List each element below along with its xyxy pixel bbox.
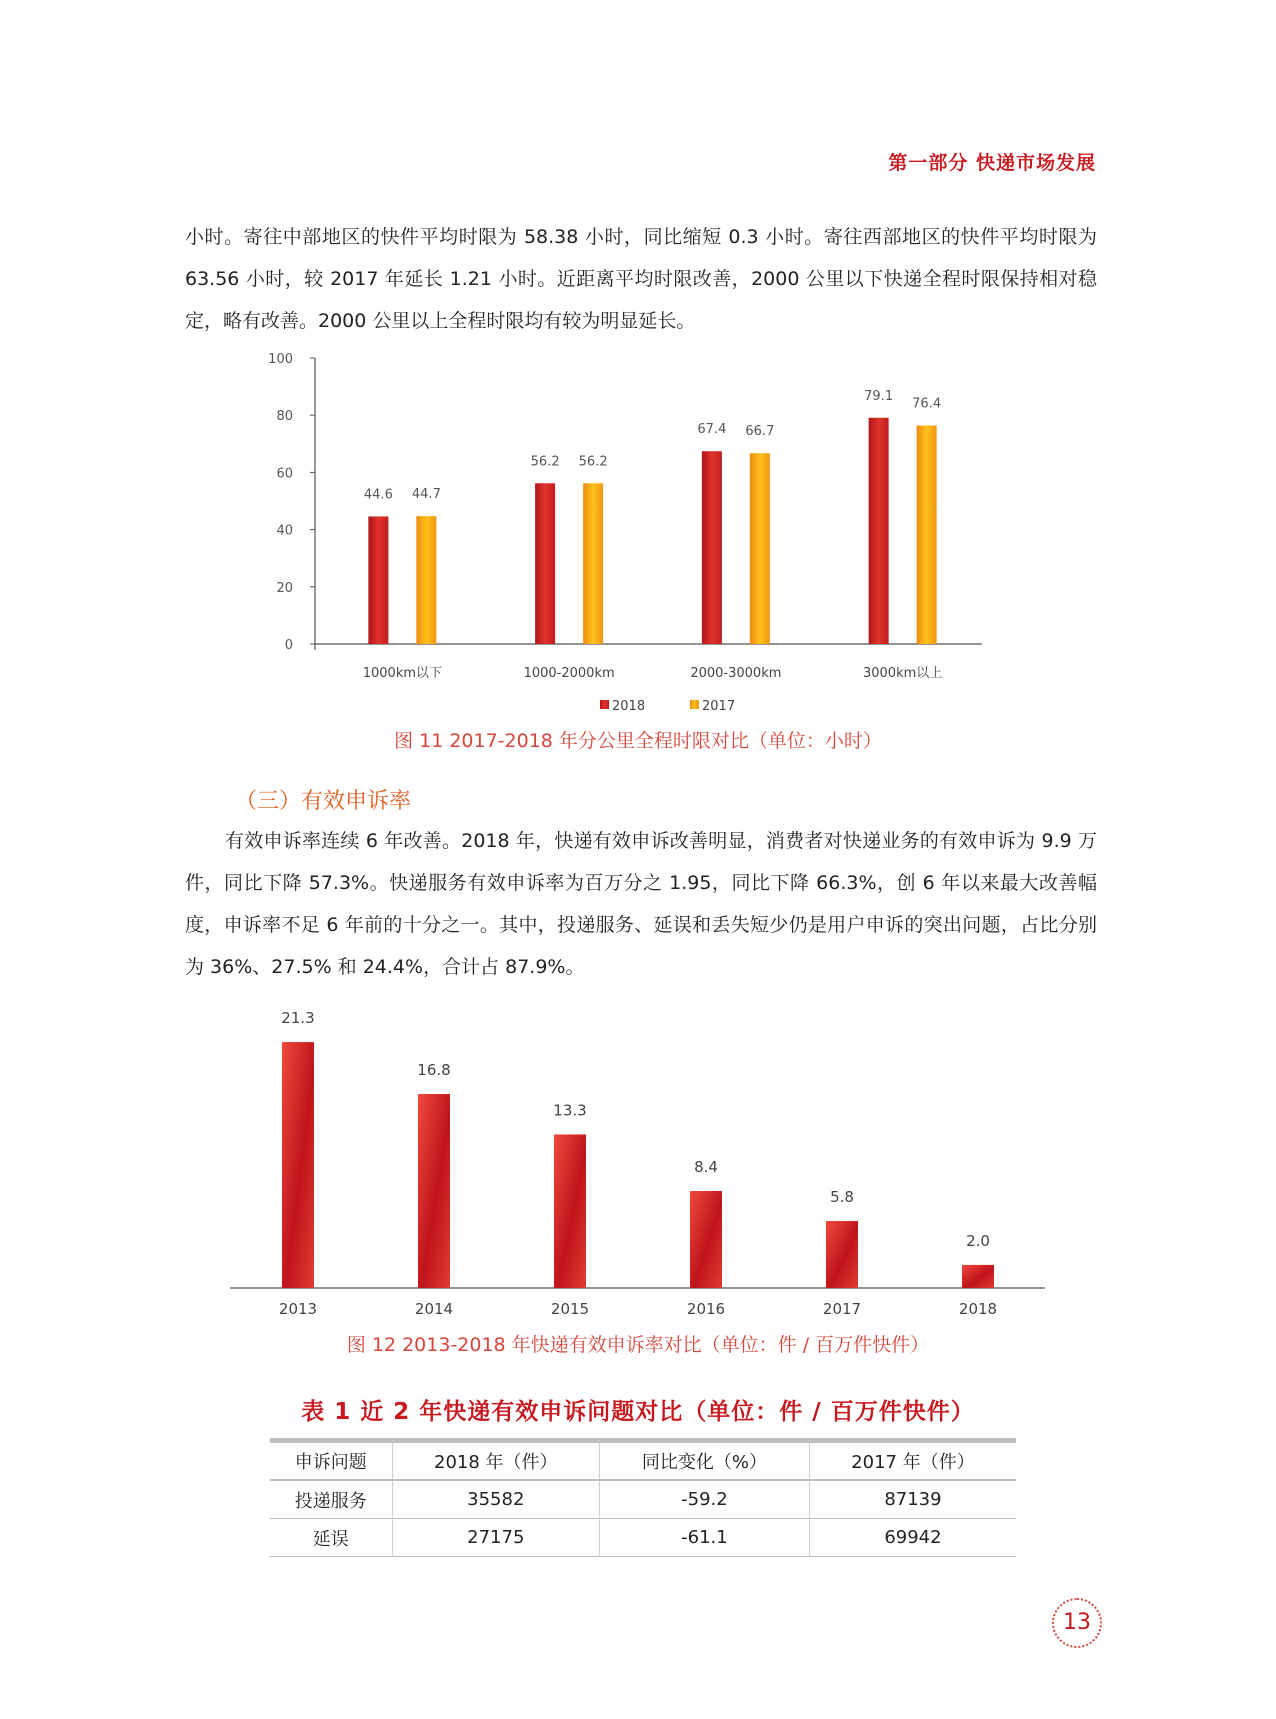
bar-value-label: 2.0 (966, 1231, 990, 1250)
column-header: 2018 年（件） (392, 1441, 599, 1481)
table-cell: 延误 (270, 1519, 392, 1557)
table-header-row (270, 1441, 1016, 1481)
legend-label: 2017 (702, 699, 736, 714)
table-cell: 27175 (392, 1519, 599, 1557)
bar-2018-0 (368, 516, 388, 644)
x-tick-label: 2017 (822, 1300, 862, 1318)
y-tick-label: 80 (276, 409, 293, 425)
table-cell: 69942 (884, 1527, 942, 1548)
bar-value-label: 16.8 (417, 1061, 451, 1080)
chart2-bars (281, 1009, 994, 1288)
bar-value-label: 67.4 (697, 422, 727, 438)
bar-2017-2 (750, 453, 770, 644)
bar-value-label: 13.3 (553, 1101, 587, 1120)
bar-value-label: 76.4 (912, 396, 942, 412)
bar-value-label: 21.3 (281, 1009, 315, 1028)
bar-2017-1 (583, 483, 603, 644)
y-tick-label: 0 (284, 638, 293, 653)
table-cell: 35582 (392, 1480, 599, 1519)
column-header: 2017 年（件） (851, 1452, 975, 1473)
x-tick-label: 2015 (550, 1300, 590, 1318)
paragraph-2: 有效申诉率连续 6 年改善。2018 年，快递有效申诉改善明显，消费者对快递业务的有效申诉为 9.9 万件，同比下降 57.3%。快递服务有效申诉率为百万分之 1.95，同比下降 66.3%，创 6 年以来最大改善幅度，申诉率不足 6 年前的十分之一。其中，投递服务、延误和丢失短少仍是用户申诉的突出问题，占比分别为 36%、27.5% 和 24.4%，合计占 87.9%。 (185, 830, 1097, 978)
bar-value-label: 79.1 (864, 388, 894, 404)
table-cell: 投递服务 (270, 1480, 392, 1519)
figure-12-caption: 图 12 2013-2018 年快递有效申诉率对比（单位：件 / 百万件快件） (346, 1334, 930, 1356)
y-tick-label: 60 (276, 466, 293, 482)
table-cell: 87139 (884, 1489, 942, 1510)
bar-2017-3 (917, 425, 937, 644)
bar-2018-2 (702, 451, 722, 644)
bar-2013 (282, 1042, 314, 1288)
bar-value-label: 56.2 (578, 454, 608, 470)
bar-2015 (554, 1134, 586, 1288)
x-tick-label: 2014 (414, 1300, 454, 1318)
chart2-axes (230, 1288, 1045, 1318)
chart-figure-11 (0, 340, 1276, 720)
legend-swatch (690, 700, 699, 709)
bar-2016 (690, 1191, 722, 1288)
table-row (270, 1480, 1016, 1519)
y-tick-label: 40 (276, 523, 293, 539)
bar-2018-3 (869, 418, 889, 644)
bar-2017 (826, 1221, 858, 1288)
y-tick-label: 20 (276, 580, 293, 596)
bar-2018 (962, 1265, 994, 1288)
x-tick-label: 2000-3000km (690, 666, 782, 681)
bar-value-label: 5.8 (830, 1188, 854, 1207)
y-tick-label: 100 (268, 352, 293, 367)
bar-value-label: 8.4 (694, 1158, 718, 1177)
table-1-title: 表 1 近 2 年快递有效申诉问题对比（单位：件 / 百万件快件） (301, 1399, 975, 1425)
bar-2017-0 (416, 516, 436, 644)
x-tick-label: 2016 (686, 1300, 726, 1318)
bar-2014 (418, 1094, 450, 1288)
column-header: 申诉问题 (270, 1441, 392, 1481)
table-cell: -59.2 (599, 1480, 809, 1519)
chart1-bars (364, 389, 941, 644)
table-cell: -61.1 (599, 1519, 809, 1557)
legend-swatch (600, 700, 609, 709)
x-tick-label: 2013 (278, 1300, 318, 1318)
column-header: 同比变化（%） (599, 1441, 809, 1481)
x-tick-label: 3000km以上 (862, 666, 943, 681)
bar-value-label: 66.7 (745, 424, 775, 440)
legend-label: 2018 (612, 699, 646, 714)
chart-figure-12 (0, 990, 1276, 1320)
bar-value-label: 56.2 (530, 454, 560, 470)
bar-value-label: 44.7 (411, 487, 441, 503)
table-row (270, 1519, 1016, 1557)
complaint-table (270, 1438, 1016, 1557)
section-heading: （三）有效申诉率 (235, 789, 412, 814)
section-header: 第一部分 快递市场发展 (888, 152, 1096, 174)
chart1-legend (600, 699, 735, 714)
page-number: 13 (1052, 1598, 1102, 1648)
bar-value-label: 44.6 (363, 487, 393, 503)
paragraph-1: 小时。寄往中部地区的快件平均时限为 58.38 小时，同比缩短 0.3 小时。寄往西部地区的快件平均时限为 63.56 小时，较 2017 年延长 1.21 小时。近距离平均时限改善，2000 公里以下快递全程时限保持相对稳定，略有改善。2000 公里以上全程时限均有较为明显延长。 (185, 226, 1097, 332)
figure-11-caption: 图 11 2017-2018 年分公里全程时限对比（单位：小时） (394, 730, 882, 752)
bar-2018-1 (535, 483, 555, 644)
x-tick-label: 1000km以下 (362, 666, 443, 681)
x-tick-label: 2018 (958, 1300, 998, 1318)
x-tick-label: 1000-2000km (523, 666, 615, 681)
